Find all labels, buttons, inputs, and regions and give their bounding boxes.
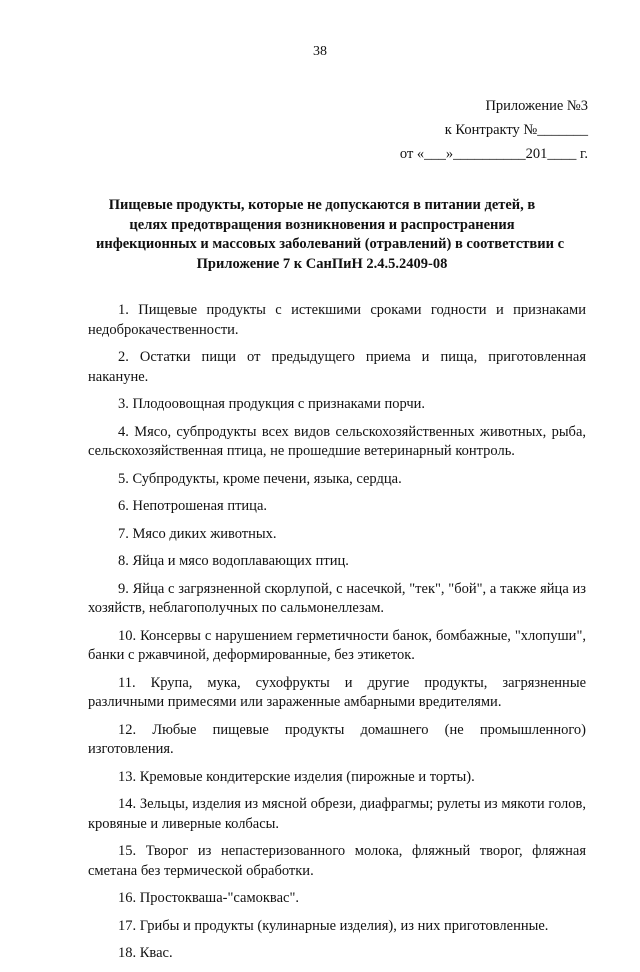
list-item: 3. Плодоовощная продукция с признаками порчи. xyxy=(118,396,426,412)
prohibited-products-list xyxy=(88,301,586,972)
title-line: инфекционных и массовых заболеваний (отравлений) в соответствии с xyxy=(96,236,565,252)
appendix-header xyxy=(400,94,588,166)
title-line: Пищевые продукты, которые не допускаются в питании детей, в xyxy=(108,197,536,213)
list-item: 11. Крупа, мука, сухофрукты и другие продукты, загрязненные различными примесями или зараженные амбарными вредителями. xyxy=(88,674,586,710)
document-title xyxy=(96,196,565,274)
list-item: 15. Творог из непастеризованного молока, фляжный творог, фляжная сметана без термической обработки. xyxy=(88,843,586,879)
list-item: 12. Любые пищевые продукты домашнего (не промышленного) изготовления. xyxy=(88,721,586,757)
list-item: 13. Кремовые кондитерские изделия (пирожные и торты). xyxy=(118,768,475,785)
list-item: 6. Непотрошеная птица. xyxy=(118,498,268,514)
list-item: 18. Квас. xyxy=(118,945,173,961)
title-line: целях предотвращения возникновения и распространения xyxy=(129,216,515,233)
page-number: 38 xyxy=(313,44,327,59)
list-item: 4. Мясо, субпродукты всех видов сельскохозяйственных животных, рыба, сельскохозяйственная птица, не прошедшие ветеринарный контроль. xyxy=(88,423,586,459)
list-item: 2. Остатки пищи от предыдущего приема и пища, приготовленная накануне. xyxy=(88,349,586,385)
list-item: 8. Яйца и мясо водоплавающих птиц. xyxy=(118,553,349,569)
list-item: 16. Простокваша-"самоквас". xyxy=(118,890,299,906)
contract-date: от «___»__________201____ г. xyxy=(399,146,588,162)
contract-reference: к Контракту №_______ xyxy=(444,122,588,138)
list-item: 10. Консервы с нарушением герметичности банок, бомбажные, "хлопуши", банки с ржавчиной, деформированные, без этикеток. xyxy=(88,627,586,663)
list-item: 1. Пищевые продукты с истекшими сроками годности и признаками недоброкачественности. xyxy=(88,302,586,338)
title-line: Приложение 7 к СанПиН 2.4.5.2409-08 xyxy=(196,255,448,272)
list-item: 9. Яйца с загрязненной скорлупой, с насечкой, "тек", "бой", а также яйца из хозяйств, неблагополучных по сальмонеллезам. xyxy=(88,580,586,616)
list-item: 14. Зельцы, изделия из мясной обрези, диафрагмы; рулеты из мякоти голов, кровяные и ливерные колбасы. xyxy=(88,796,586,832)
appendix-label: Приложение №3 xyxy=(485,98,588,114)
list-item: 17. Грибы и продукты (кулинарные изделия), из них приготовленные. xyxy=(118,917,549,934)
list-item: 5. Субпродукты, кроме печени, языка, сердца. xyxy=(118,470,402,487)
list-item: 7. Мясо диких животных. xyxy=(118,525,277,542)
